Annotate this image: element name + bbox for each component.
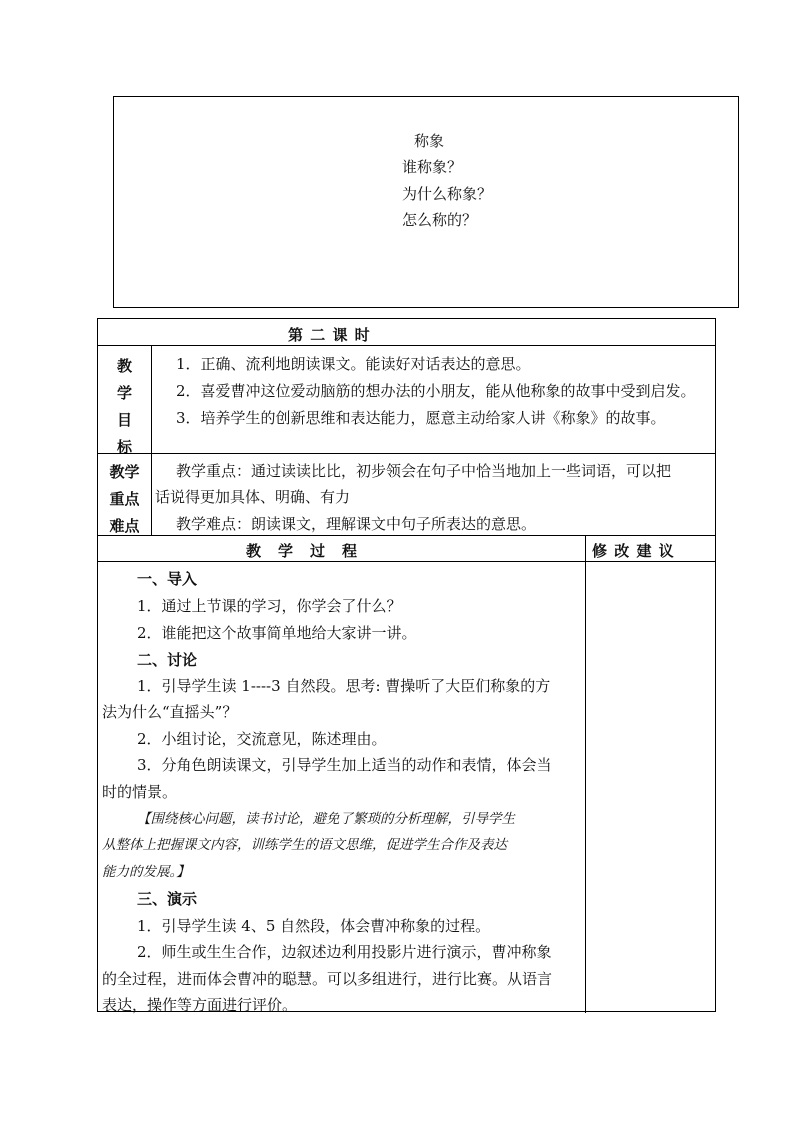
process-line: 2．小组讨论，交流意见，陈述理由。 xyxy=(137,730,387,748)
focus-label-line: 教学 xyxy=(109,463,140,481)
process-line: 法为什么“直摇头”？ xyxy=(102,703,238,721)
goals-label xyxy=(98,353,151,461)
goal-item: 2．喜爱曹冲这位爱动脑筋的想办法的小朋友，能从他称象的故事中受到启发。 xyxy=(176,382,696,400)
process-section-heading: 三、演示 xyxy=(137,890,198,908)
process-line: 表达，操作等方面进行评价。 xyxy=(102,996,298,1014)
row-divider xyxy=(98,453,715,454)
process-section-heading: 一、导入 xyxy=(137,570,198,588)
process-line: 的全过程，进而体会曹冲的聪慧。可以多组进行，进行比赛。从语言 xyxy=(102,970,553,988)
row-divider xyxy=(98,345,715,346)
focus-label-line: 难点 xyxy=(109,517,140,535)
process-line: 1．引导学生读 1----3 自然段。思考: 曹操听了大臣们称象的方 xyxy=(137,677,551,695)
row-divider xyxy=(98,561,715,562)
board-design-box xyxy=(113,96,739,308)
goals-label-char: 学 xyxy=(116,384,132,402)
goal-item: 3．培养学生的创新思维和表达能力，愿意主动给家人讲《称象》的故事。 xyxy=(176,409,666,427)
board-line-why: 为什么称象？ xyxy=(402,185,493,203)
goals-label-char: 教 xyxy=(116,357,132,375)
process-note-line: 【围绕核心问题，读书讨论，避免了繁琐的分析理解，引导学生 xyxy=(137,811,515,827)
process-header: 教 学 过 程 xyxy=(246,542,359,560)
process-note-line: 能力的发展。】 xyxy=(102,864,190,880)
advice-column-divider xyxy=(585,535,586,1013)
process-line: 时的情景。 xyxy=(102,783,178,801)
focus-line: 教学重点：通过读读比比，初步领会在句子中恰当地加上一些词语，可以把 xyxy=(176,462,672,480)
goal-item: 1．正确、流利地朗读课文。能读好对话表达的意思。 xyxy=(176,355,531,373)
process-section-heading: 二、讨论 xyxy=(137,651,198,669)
process-line: 1．通过上节课的学习，你学会了什么？ xyxy=(137,597,402,615)
focus-label-line: 重点 xyxy=(109,490,140,508)
process-note-line: 从整体上把握课文内容，训练学生的语文思维，促进学生合作及表达 xyxy=(102,837,507,853)
focus-label xyxy=(98,459,151,540)
row-divider xyxy=(98,535,715,536)
focus-line: 话说得更加具体、明确、有力 xyxy=(155,488,351,506)
process-line: 2．师生或生生合作，边叙述边利用投影片进行演示，曹冲称象 xyxy=(137,943,552,961)
process-line: 3．分角色朗读课文，引导学生加上适当的动作和表情，体会当 xyxy=(137,756,552,774)
lesson-header: 第 二 课 时 xyxy=(288,326,371,344)
goals-label-char: 目 xyxy=(116,411,132,429)
board-line-how: 怎么称的？ xyxy=(402,211,478,229)
focus-line: 教学难点：朗读课文，理解课文中句子所表达的意思。 xyxy=(176,515,537,533)
goals-label-char: 标 xyxy=(116,438,132,456)
board-line-who: 谁称象？ xyxy=(402,158,463,176)
lesson-plan-table xyxy=(97,318,716,1012)
process-line: 1．引导学生读 4、5 自然段，体会曹冲称象的过程。 xyxy=(137,917,491,935)
label-column-divider xyxy=(151,345,152,535)
board-title: 称象 xyxy=(414,132,445,150)
process-line: 2．谁能把这个故事简单地给大家讲一讲。 xyxy=(137,624,417,642)
advice-header: 修 改 建 议 xyxy=(592,542,675,560)
